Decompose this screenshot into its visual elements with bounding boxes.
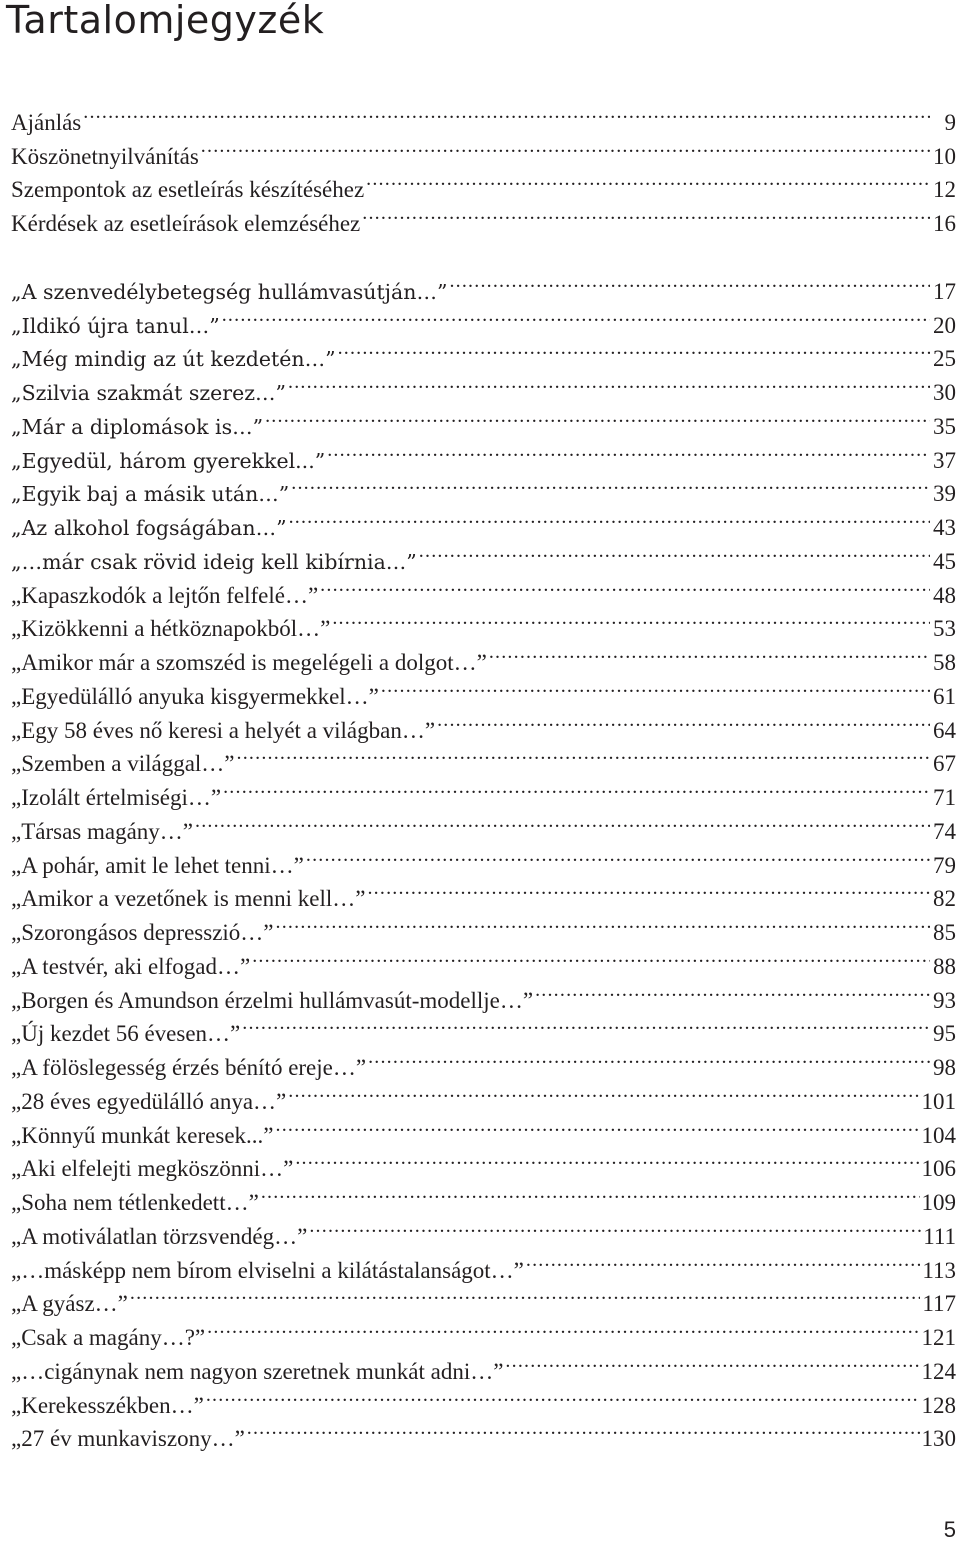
toc-entry-title: Ajánlás xyxy=(11,109,82,135)
dot-leader xyxy=(489,636,930,670)
dot-leader xyxy=(295,1143,919,1177)
toc-entry xyxy=(11,1278,956,1317)
dot-leader xyxy=(332,603,930,637)
toc-entry-title: „Kapaszkodók a lejtőn felfelé…” xyxy=(11,582,319,608)
toc-entry-page: 17 xyxy=(933,278,956,304)
toc-entry-page: 9 xyxy=(944,109,956,135)
dot-leader xyxy=(288,1075,919,1109)
toc-entry-title: Kérdések az esetleírások elemzéséhez xyxy=(11,211,361,236)
dot-leader xyxy=(535,974,930,1008)
toc-entry-page: 35 xyxy=(933,413,956,439)
dot-leader xyxy=(206,1379,920,1413)
dot-leader xyxy=(320,569,930,603)
toc-entry-page: 10 xyxy=(933,143,956,169)
toc-entry-page: 20 xyxy=(933,312,956,338)
toc-entry-title: „…másképp nem bírom elviselni a kilátástalanságot…” xyxy=(11,1257,524,1283)
dot-leader xyxy=(247,1413,920,1447)
dot-leader xyxy=(276,906,930,940)
toc-entry-page: 45 xyxy=(933,548,956,574)
toc-entry-page: 12 xyxy=(933,177,956,203)
toc-entry-page: 113 xyxy=(922,1257,956,1283)
toc-entry-page: 98 xyxy=(933,1055,956,1080)
toc-entry-title: „Ildikó újra tanul…” xyxy=(11,313,220,338)
toc-entry-page: 95 xyxy=(933,1021,956,1047)
dot-leader xyxy=(306,839,930,873)
toc-entry-title: „28 éves egyedülálló anya…” xyxy=(11,1088,287,1114)
toc-entry-title: „Kerekesszékben…” xyxy=(11,1392,204,1418)
toc-entry-page: 30 xyxy=(933,380,956,405)
toc-entry-title: „Szilvia szakmát szerez…” xyxy=(11,381,286,405)
toc-entry-title: „27 év munkaviszony…” xyxy=(11,1426,245,1452)
toc-entry-page: 109 xyxy=(921,1190,956,1215)
toc-entry-page: 117 xyxy=(922,1291,956,1317)
toc-entry-title: „…cigánynak nem nagyon szeretnek munkát adni…” xyxy=(11,1358,504,1384)
toc-entry-page: 37 xyxy=(933,447,956,473)
dot-leader xyxy=(338,333,930,367)
dot-leader xyxy=(309,1210,921,1244)
toc-entry-title: „Egy 58 éves nő keresi a helyét a világban…” xyxy=(11,717,436,743)
toc-entry-page: 16 xyxy=(933,211,956,236)
toc-entry-page: 61 xyxy=(933,683,956,709)
toc-entry-page: 88 xyxy=(933,953,956,979)
toc-entry-title: „Soha nem tétlenkedett…” xyxy=(11,1190,259,1215)
dot-leader xyxy=(223,771,930,805)
toc-entry-title: „A testvér, aki elfogad…” xyxy=(11,953,251,979)
toc-entry-page: 85 xyxy=(933,920,956,945)
toc-entry-title: „Izolált értelmiségi…” xyxy=(11,785,222,810)
toc-entry-title: „A fölöslegesség érzés bénító ereje…” xyxy=(11,1055,367,1080)
toc-entry-page: 64 xyxy=(933,717,956,743)
dot-leader xyxy=(289,501,930,535)
toc-entry-page: 93 xyxy=(933,987,956,1013)
dot-leader xyxy=(252,940,930,974)
toc-entry-page: 48 xyxy=(933,582,956,608)
toc-front-matter xyxy=(11,96,956,236)
toc-entry xyxy=(11,130,956,169)
toc-entry-page: 111 xyxy=(923,1223,956,1249)
toc-entry-title: „Csak a magány…?” xyxy=(11,1325,206,1350)
toc-entry-title: „A pohár, amit le lehet tenni…” xyxy=(11,852,304,878)
toc-entry-page: 128 xyxy=(921,1392,956,1418)
dot-leader xyxy=(526,1244,920,1278)
toc-entry-page: 101 xyxy=(921,1088,956,1114)
dot-leader xyxy=(437,704,930,738)
toc-entry-title: „Szemben a világgal…” xyxy=(11,751,235,777)
toc-entry-title: „Kizökkenni a hétköznapokból…” xyxy=(11,616,331,642)
toc-entry-title: „Borgen és Amundson érzelmi hullámvasút-modellje…” xyxy=(11,987,534,1013)
toc-stories xyxy=(11,265,956,1452)
dot-leader xyxy=(381,670,930,704)
toc-entry-title: „Az alkohol fogságában…” xyxy=(11,516,287,540)
toc-entry-page: 121 xyxy=(921,1325,956,1350)
toc-entry-title: „A gyász…” xyxy=(11,1291,128,1317)
toc-entry-title: „A szenvedélybetegség hullámvasútján…” xyxy=(11,279,448,304)
toc-entry-title: Köszönetnyilvánítás xyxy=(11,143,199,169)
dot-leader xyxy=(201,130,930,164)
dot-leader xyxy=(367,873,930,907)
toc-entry-page: 43 xyxy=(933,515,956,540)
page-title: Tartalomjegyzék xyxy=(6,0,325,42)
toc-entry-page: 82 xyxy=(933,886,956,912)
toc-entry-title: „Egyedülálló anyuka kisgyermekkel…” xyxy=(11,683,379,709)
toc-entry xyxy=(11,265,956,304)
dot-leader xyxy=(265,400,930,434)
dot-leader xyxy=(505,1345,919,1379)
dot-leader xyxy=(207,1311,919,1345)
toc-entry-title: „Szorongásos depresszió…” xyxy=(11,920,274,945)
toc-entry-title: „A motiválatlan törzsvendég…” xyxy=(11,1223,308,1249)
toc-entry-title: „Új kezdet 56 évesen…” xyxy=(11,1021,241,1047)
toc-entry-page: 67 xyxy=(933,751,956,777)
dot-leader xyxy=(288,366,930,400)
toc-entry-page: 39 xyxy=(933,481,956,507)
toc-entry-title: „Társas magány…” xyxy=(11,818,194,844)
dot-leader xyxy=(366,164,930,198)
dot-leader xyxy=(327,434,930,468)
toc-entry-title: „Könnyű munkát keresek...” xyxy=(11,1122,274,1148)
dot-leader xyxy=(222,299,930,333)
toc-entry-title: „Egyik baj a másik után…” xyxy=(11,482,290,507)
dot-leader xyxy=(368,1041,930,1075)
toc-entry-title: „Még mindig az út kezdetén…” xyxy=(11,347,336,372)
toc-entry-title: „Amikor a vezetőnek is menni kell…” xyxy=(11,886,366,912)
toc-entry-title: Szempontok az esetleírás készítéséhez xyxy=(11,177,365,203)
toc-entry-title: „Már a diplomások is…” xyxy=(11,414,264,439)
dot-leader xyxy=(242,1008,930,1042)
dot-leader xyxy=(237,738,930,772)
dot-leader xyxy=(261,1176,920,1210)
dot-leader xyxy=(449,265,930,299)
toc-entry-page: 25 xyxy=(933,346,956,372)
toc-entry-page: 130 xyxy=(921,1426,956,1452)
toc-entry-page: 58 xyxy=(933,650,956,675)
toc-entry xyxy=(11,1311,956,1350)
dot-leader xyxy=(130,1278,920,1312)
toc-entry-page: 74 xyxy=(933,818,956,844)
toc-entry xyxy=(11,96,956,135)
toc-entry-page: 124 xyxy=(921,1358,956,1384)
dot-leader xyxy=(291,468,930,502)
toc-entry-page: 79 xyxy=(933,852,956,878)
toc-entry-page: 104 xyxy=(921,1122,956,1148)
toc-entry-title: „…már csak rövid ideig kell kibírnia…” xyxy=(11,549,417,574)
toc-entry-title: „Amikor már a szomszéd is megelégeli a dolgot…” xyxy=(11,650,487,675)
dot-leader xyxy=(83,96,930,130)
toc-entry-page: 106 xyxy=(921,1156,956,1182)
dot-leader xyxy=(362,197,930,231)
toc-entry-page: 71 xyxy=(933,785,956,810)
dot-leader xyxy=(419,535,930,569)
dot-leader xyxy=(276,1109,920,1143)
dot-leader xyxy=(195,805,930,839)
toc-entry-title: „Aki elfelejti megköszönni…” xyxy=(11,1156,294,1182)
page-number: 5 xyxy=(943,1517,956,1542)
toc-entry-page: 53 xyxy=(933,616,956,642)
toc-entry-title: „Egyedül, három gyerekkel...” xyxy=(11,448,326,473)
